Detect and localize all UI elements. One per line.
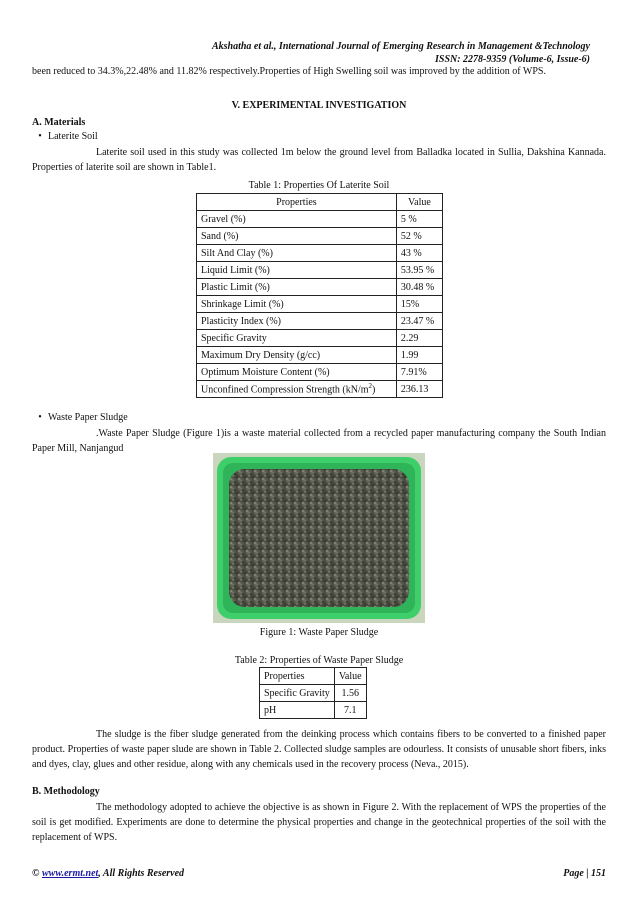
table-row (260, 702, 367, 719)
ucs-label: Unconfined Compression Strength (kN/m (201, 384, 369, 396)
figure1-caption: Figure 1: Waste Paper Sludge (259, 627, 379, 638)
table-cell: Gravel (%) (197, 211, 397, 228)
table1-caption: Table 1: Properties Of Laterite Soil (248, 180, 390, 191)
sludge-tray-image (213, 453, 425, 623)
table-row (197, 262, 443, 279)
methodology-paragraph: The methodology adopted to achieve the objective is as shown in Figure 2. With the replacement of WPS the properties of the soil is get modified. Experiments are done to determine the physical properties and change in the geotechnical properties of the soil with the replacement of WPS. (32, 802, 606, 843)
table-row (197, 313, 443, 330)
table-cell: Silt And Clay (%) (197, 245, 397, 262)
table-cell: 1.56 (334, 685, 366, 702)
table-header-cell: Properties (260, 668, 335, 685)
table-cell: Specific Gravity (260, 685, 335, 702)
bullet-label: Waste Paper Sludge (48, 412, 128, 423)
table-cell: 7.91% (396, 364, 442, 381)
bullet-laterite (32, 131, 98, 142)
table-cell (197, 381, 397, 398)
table-cell: 1.99 (396, 347, 442, 364)
table-cell: 52 % (396, 228, 442, 245)
copyright-prefix: © (32, 868, 42, 879)
table-cell: 53.95 % (396, 262, 442, 279)
table-cell: 2.29 (396, 330, 442, 347)
table-cell: 23.47 % (396, 313, 442, 330)
table2-caption: Table 2: Properties of Waste Paper Sludge (234, 655, 404, 666)
table-header-row (260, 668, 367, 685)
table-row (197, 211, 443, 228)
table-cell: Shrinkage Limit (%) (197, 296, 397, 313)
table-row (197, 330, 443, 347)
page-number: Page | 151 (563, 868, 606, 879)
table-row (197, 364, 443, 381)
journal-link[interactable]: www.ermt.net (41, 868, 99, 879)
table-row (260, 685, 367, 702)
table-row (197, 228, 443, 245)
sludge-paragraph: The sludge is the fiber sludge generated from the deinking process which contains fibers to be converted to a finished paper product. Properties of waste paper slude are shown in Table 2. Collected sludge samples are odourless. It consists of unusable short fibers, inks and dyes, clay, glues and other residue, along with any chemicals used in the recovery process (Neva., 2015). (32, 729, 606, 770)
table-row (197, 245, 443, 262)
bullet-waste-paper-sludge (32, 412, 128, 423)
table-header-row (197, 194, 443, 211)
table-header-cell: Properties (197, 194, 397, 211)
waste-paper-sludge-photo (213, 453, 425, 623)
table-row (197, 381, 443, 398)
journal-line: Akshatha et al., International Journal of Emerging Research in Management &Technology (211, 41, 590, 52)
table-header-cell: Value (396, 194, 442, 211)
laterite-paragraph: Laterite soil used in this study was collected 1m below the ground level from Balladka located in Sullia, Dakshina Kannada. Properties of laterite soil are shown in Table1. (32, 147, 606, 173)
table-row (197, 296, 443, 313)
table-row (197, 347, 443, 364)
table-cell: Plastic Limit (%) (197, 279, 397, 296)
table-cell: Liquid Limit (%) (197, 262, 397, 279)
table1 (196, 193, 443, 398)
bullet-label: Laterite Soil (48, 131, 98, 142)
intro-text: been reduced to 34.3%,22.48% and 11.82% respectively.Properties of High Swelling soil was improved by the addition of WPS. (32, 66, 546, 77)
table-header-cell: Value (334, 668, 366, 685)
issn-line: ISSN: 2278-9359 (Volume-6, Issue-6) (434, 54, 590, 65)
table-cell: Sand (%) (197, 228, 397, 245)
table-cell: pH (260, 702, 335, 719)
subsection-materials: A. Materials (32, 117, 86, 128)
bullet-icon: • (38, 131, 42, 142)
table-cell: 7.1 (334, 702, 366, 719)
subsection-methodology: B. Methodology (32, 786, 100, 797)
ucs-superscript: 2 (368, 382, 372, 391)
running-header (212, 40, 590, 66)
table-cell: 15% (396, 296, 442, 313)
table-cell: Optimum Moisture Content (%) (197, 364, 397, 381)
table-cell: 30.48 % (396, 279, 442, 296)
table-cell: 5 % (396, 211, 442, 228)
bullet-icon: • (38, 412, 42, 423)
table2 (259, 667, 367, 719)
table-cell: Maximum Dry Density (g/cc) (197, 347, 397, 364)
wps-paragraph: .Waste Paper Sludge (Figure 1)is a waste material collected from a recycled paper manufacturing company the South Indian Paper Mill, Nanjangud (32, 428, 606, 454)
table-cell: 43 % (396, 245, 442, 262)
ucs-close: ) (371, 384, 376, 396)
table-row (197, 279, 443, 296)
table-cell: 236.13 (396, 381, 442, 398)
table-cell: Specific Gravity (197, 330, 397, 347)
section-title: V. EXPERIMENTAL INVESTIGATION (231, 100, 407, 111)
copyright-suffix: , All Rights Reserved (98, 868, 185, 879)
table-cell: Plasticity Index (%) (197, 313, 397, 330)
page-footer (32, 868, 606, 879)
